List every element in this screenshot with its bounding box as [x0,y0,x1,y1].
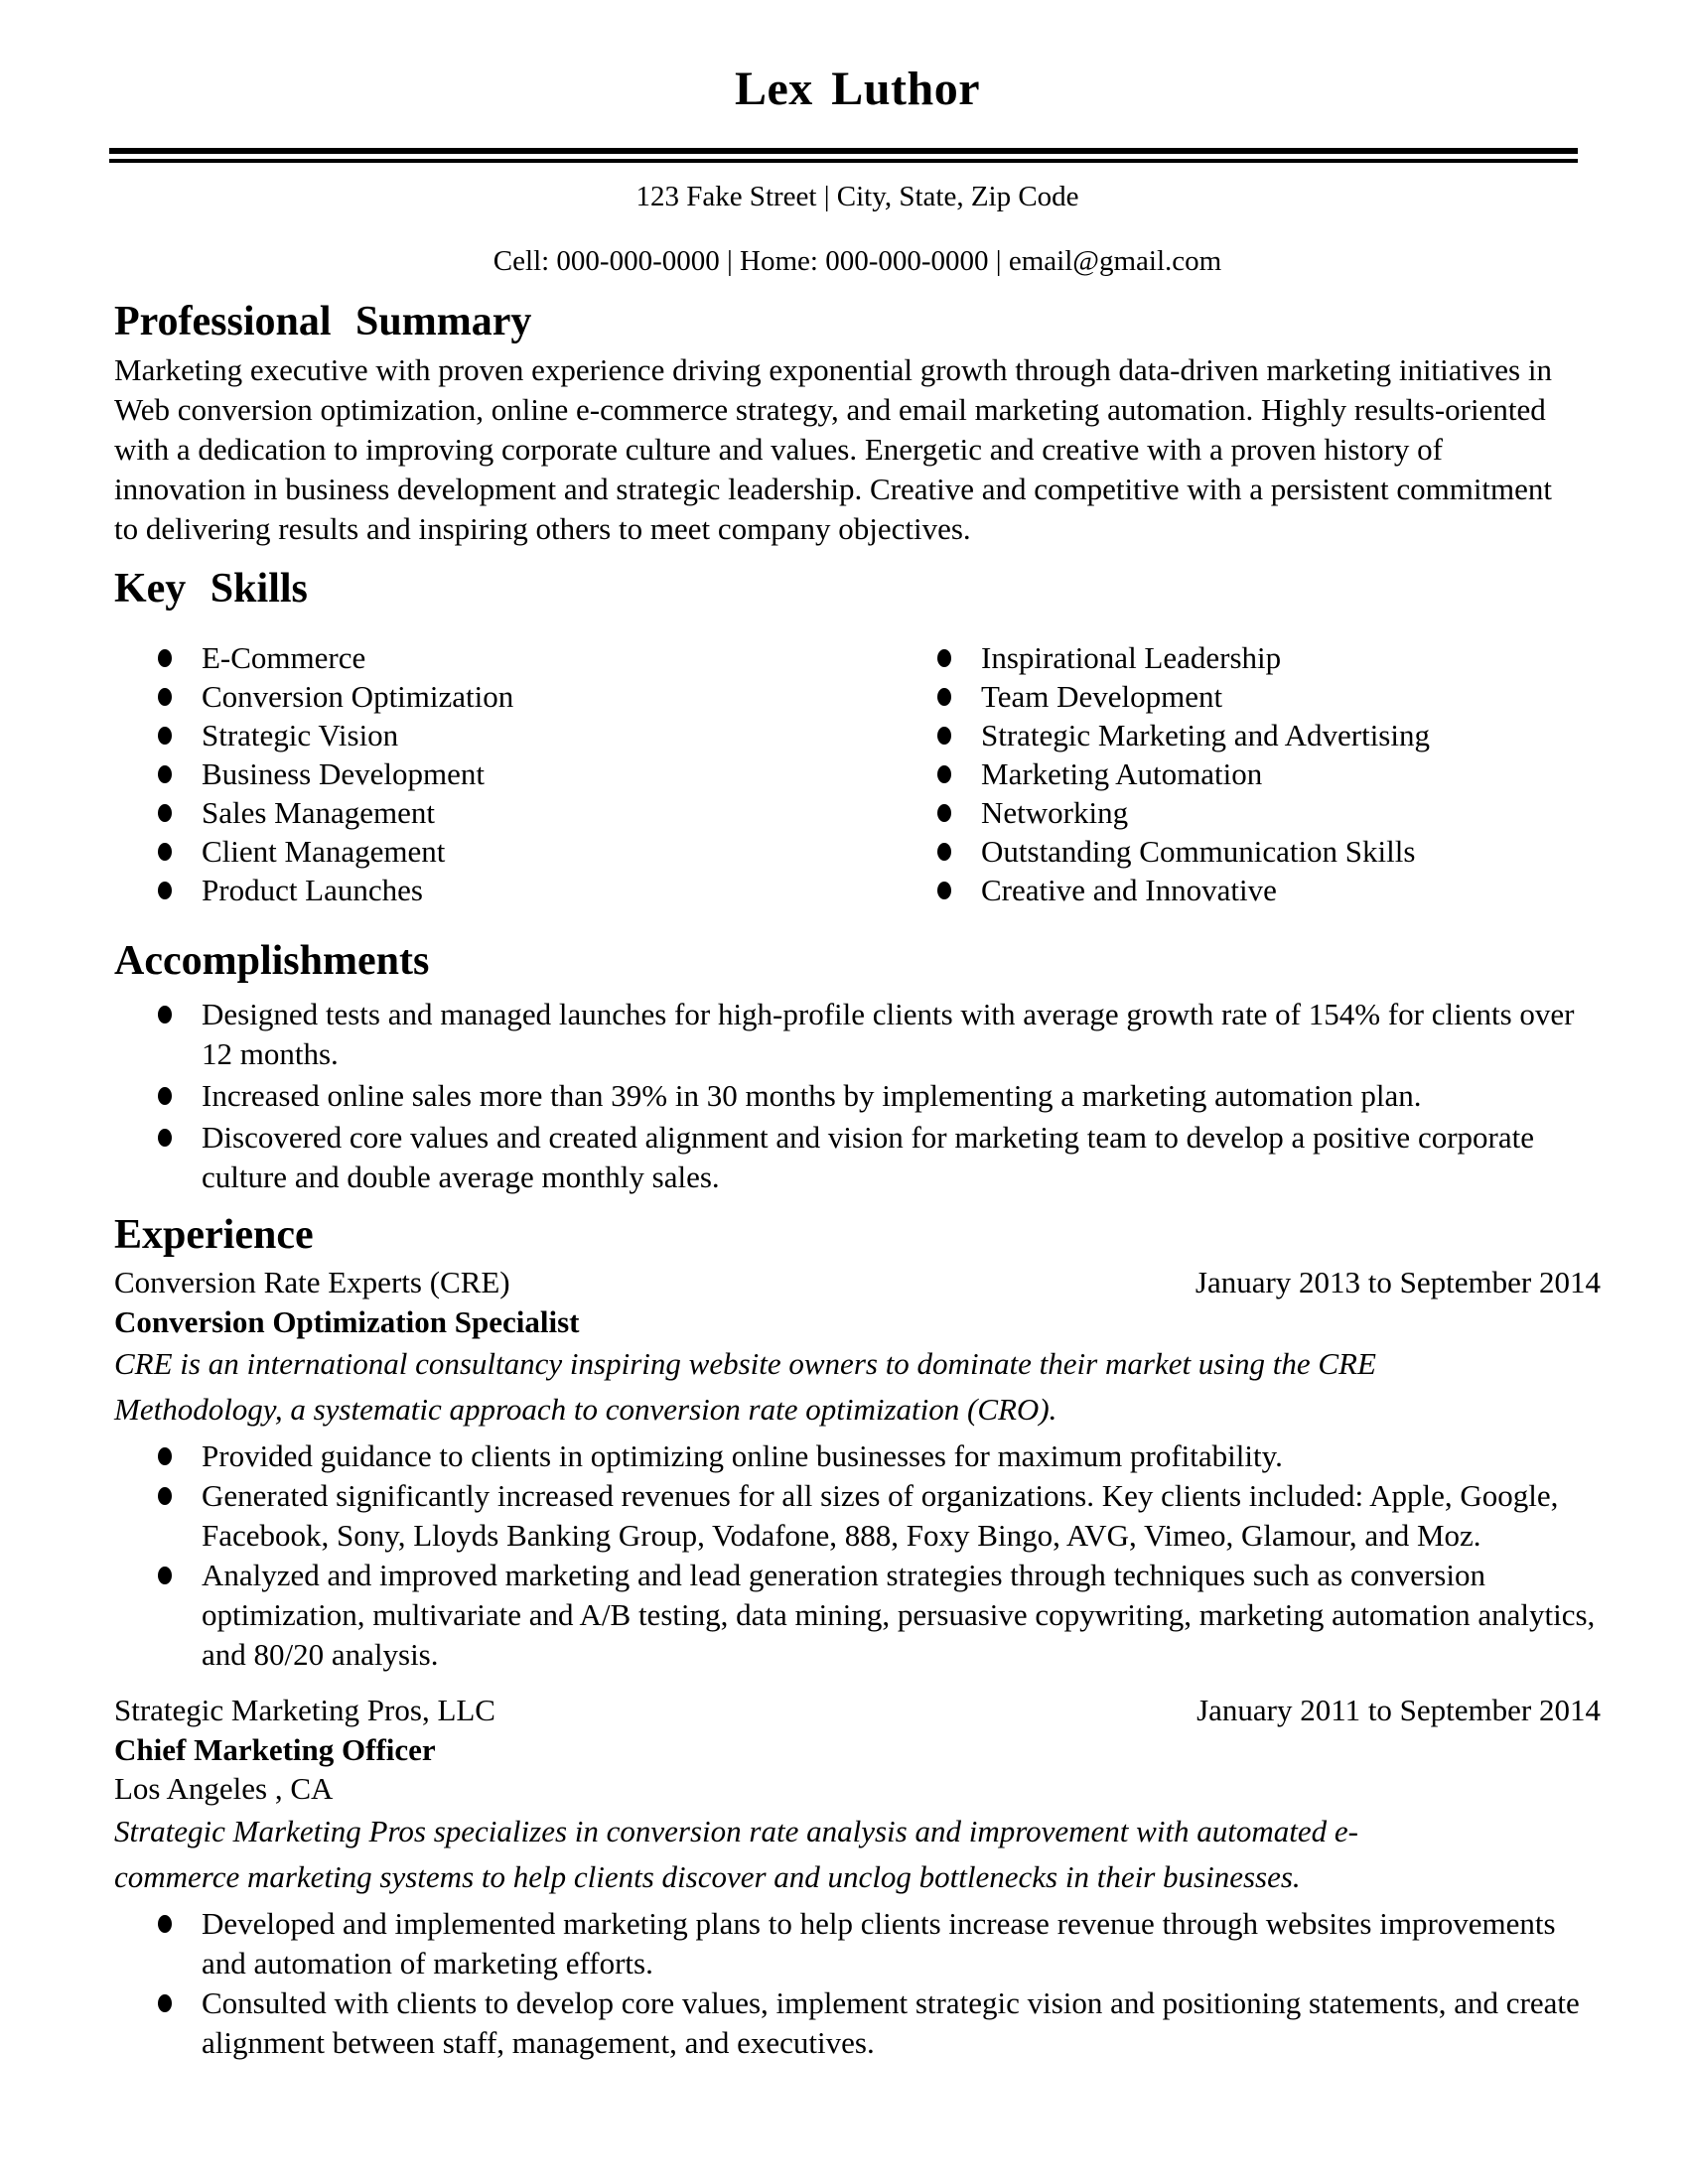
company-description: Strategic Marketing Pros specializes in conversion rate analysis and improvement with automated e-commerce marketing systems to help clients discover and unclog bottlenecks in their businesses. [114,1814,1359,1894]
skill-item: Strategic Vision [114,716,894,754]
job-header [114,1263,1601,1302]
person-name: Lex Luthor [734,63,980,115]
job-header [114,1691,1601,1730]
skills-right-column [894,638,1601,909]
experience-title: Experience [114,1212,314,1258]
accomplishment-item: Discovered core values and created alignment and vision for marketing team to develop a positive corporate culture and double average monthly sales. [114,1118,1601,1197]
address-line: 123 Fake Street | City, State, Zip Code [635,181,1079,212]
section-experience [114,1211,1601,2063]
job-bullet-list [114,1436,1601,1675]
job-bullet: Provided guidance to clients in optimizing online businesses for maximum profitability. [114,1436,1601,1476]
skill-item: Outstanding Communication Skills [894,832,1601,871]
skill-item: Conversion Optimization [114,677,894,716]
skill-item: Inspirational Leadership [894,638,1601,677]
job-title: Chief Marketing Officer [114,1732,436,1767]
job-bullet: Generated significantly increased revenues for all sizes of organizations. Key clients included: Apple, Google, Facebook, Sony, Lloyds Banking Group, Vodafone, 888, Foxy Bingo, AVG, Vimeo, Glamour, and Moz. [114,1476,1601,1556]
company-name: Strategic Marketing Pros, LLC [114,1693,495,1727]
professional-summary-title: Professional Summary [114,299,532,344]
key-skills-columns [114,638,1601,909]
accomplishments-title: Accomplishments [114,938,430,984]
skill-item: Team Development [894,677,1601,716]
skill-item: E-Commerce [114,638,894,677]
divider-thick-line [109,148,1578,154]
job-bullet-list [114,1904,1601,2063]
job-title: Conversion Optimization Specialist [114,1304,580,1339]
accomplishments-list [114,995,1601,1197]
skill-item: Sales Management [114,793,894,832]
job-bullet: Developed and implemented marketing plans to help clients increase revenue through websites improvements and automation of marketing efforts. [114,1904,1601,1983]
skill-item: Marketing Automation [894,754,1601,793]
header-divider [109,148,1578,163]
professional-summary-text: Marketing executive with proven experience driving exponential growth through data-driven marketing initiatives in Web conversion optimization, online e-commerce strategy, and email marketing automation. Highly results-oriented with a dedication to improving corporate culture and values. Energetic and creative with a proven history of innovation in business development and strategic leadership. Creative and competitive with a persistent commitment to delivering results and inspiring others to meet company objectives. [114,352,1553,546]
skill-item: Creative and Innovative [894,871,1601,909]
job-location: Los Angeles , CA [114,1771,334,1806]
skill-item: Networking [894,793,1601,832]
accomplishment-item: Increased online sales more than 39% in 30 months by implementing a marketing automation plan. [114,1076,1601,1116]
job-bullet: Consulted with clients to develop core values, implement strategic vision and positioning statements, and create alignment between staff, management, and executives. [114,1983,1601,2063]
key-skills-title: Key Skills [114,566,308,612]
employment-dates: January 2011 to September 2014 [1196,1693,1601,1727]
skill-item: Product Launches [114,871,894,909]
accomplishment-item: Designed tests and managed launches for high-profile clients with average growth rate of 154% for clients over 12 months. [114,995,1601,1074]
job-entry-strategic-marketing-pros [114,1691,1601,2063]
job-bullet: Analyzed and improved marketing and lead generation strategies through techniques such as conversion optimization, multivariate and A/B testing, data mining, persuasive copywriting, marketing automation analytics, and 80/20 analysis. [114,1556,1601,1675]
divider-thin-line [109,159,1578,163]
company-name: Conversion Rate Experts (CRE) [114,1265,510,1299]
resume-header [114,62,1601,278]
section-professional-summary [114,298,1601,549]
contact-line: Cell: 000-000-0000 | Home: 000-000-0000 | email@gmail.com [492,245,1222,277]
skill-item: Client Management [114,832,894,871]
skill-item: Strategic Marketing and Advertising [894,716,1601,754]
section-key-skills [114,565,1601,909]
section-accomplishments [114,937,1601,1197]
skill-item: Business Development [114,754,894,793]
company-description: CRE is an international consultancy inspiring website owners to dominate their market using the CRE Methodology, a systematic approach to conversion rate optimization (CRO). [114,1346,1376,1427]
job-entry-cre [114,1263,1601,1675]
employment-dates: January 2013 to September 2014 [1195,1265,1601,1299]
skills-left-column [114,638,894,909]
